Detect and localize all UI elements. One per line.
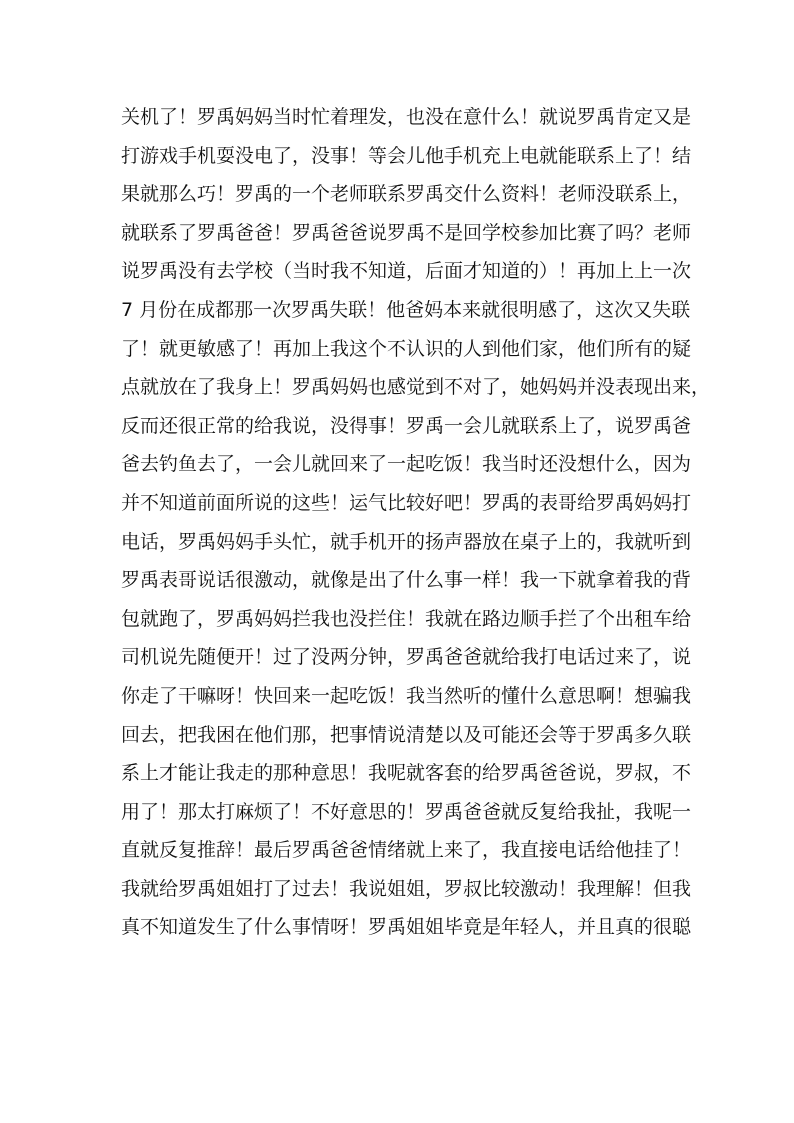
text-line: 电话，罗禹妈妈手头忙，就手机开的扬声器放在桌子上的，我就听到 xyxy=(121,530,692,553)
text-line: 了！就更敏感了！再加上我这个不认识的人到他们家，他们所有的疑 xyxy=(121,337,692,360)
text-line: 并不知道前面所说的这些！运气比较好吧！罗禹的表哥给罗禹妈妈打 xyxy=(121,491,692,514)
text-line: 爸去钓鱼去了，一会儿就回来了一起吃饭！我当时还没想什么，因为 xyxy=(121,453,692,476)
text-line: 7 月份在成都那一次罗禹失联！他爸妈本来就很明感了，这次又失联 xyxy=(121,298,691,321)
text-line: 果就那么巧！罗禹的一个老师联系罗禹交什么资料！老师没联系上， xyxy=(121,183,692,206)
body-text xyxy=(121,98,711,947)
text-line: 打游戏手机耍没电了，没事！等会儿他手机充上电就能联系上了！结 xyxy=(121,144,692,167)
text-line: 就联系了罗禹爸爸！罗禹爸爸说罗禹不是回学校参加比赛了吗？老师 xyxy=(121,221,692,244)
text-line: 直就反复推辞！最后罗禹爸爸情绪就上来了，我直接电话给他挂了！ xyxy=(121,839,692,862)
text-line: 真不知道发生了什么事情呀！罗禹姐姐毕竟是年轻人，并且真的很聪 xyxy=(121,916,692,939)
text-line: 系上才能让我走的那种意思！我呢就客套的给罗禹爸爸说，罗叔，不 xyxy=(121,762,692,785)
text-line: 说罗禹没有去学校（当时我不知道，后面才知道的）！再加上上一次 xyxy=(121,260,692,283)
text-line: 用了！那太打麻烦了！不好意思的！罗禹爸爸就反复给我扯，我呢一 xyxy=(121,800,692,823)
text-line: 关机了！罗禹妈妈当时忙着理发，也没在意什么！就说罗禹肯定又是 xyxy=(121,106,692,128)
text-line: 回去，把我困在他们那，把事情说清楚以及可能还会等于罗禹多久联 xyxy=(121,723,692,746)
text-line: 我就给罗禹姐姐打了过去！我说姐姐，罗叔比较激动！我理解！但我 xyxy=(121,877,692,900)
text-line: 你走了干嘛呀！快回来一起吃饭！我当然听的懂什么意思啊！想骗我 xyxy=(121,684,692,707)
text-line: 司机说先随便开！过了没两分钟，罗禹爸爸就给我打电话过来了，说 xyxy=(121,646,692,669)
text-line: 反而还很正常的给我说，没得事！罗禹一会儿就联系上了，说罗禹爸 xyxy=(121,414,692,437)
text-line: 罗禹表哥说话很激动，就像是出了什么事一样！我一下就拿着我的背 xyxy=(121,569,692,592)
text-line: 包就跑了，罗禹妈妈拦我也没拦住！我就在路边顺手拦了个出租车给 xyxy=(121,607,692,630)
text-line: 点就放在了我身上！罗禹妈妈也感觉到不对了，她妈妈并没表现出来， xyxy=(121,376,711,399)
